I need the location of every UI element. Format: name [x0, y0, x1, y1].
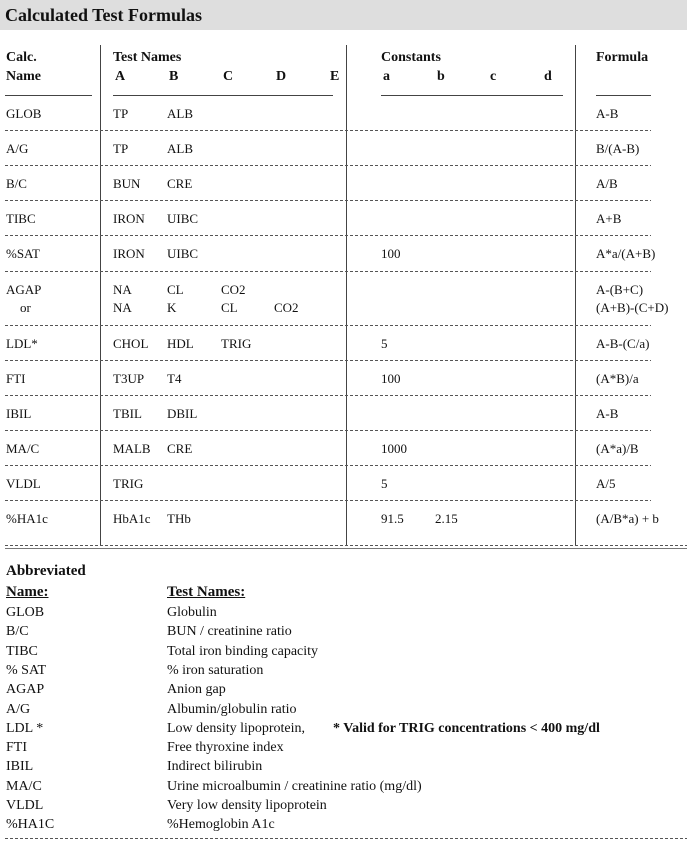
test-name: MALB	[113, 441, 151, 456]
abbr-code: %HA1C	[6, 817, 55, 833]
abbr-description: Low density lipoprotein,	[167, 720, 306, 736]
constant-value: 91.5	[381, 511, 404, 526]
row-separator	[5, 395, 651, 396]
constant-value: 100	[381, 371, 401, 386]
calc-name: %HA1c	[6, 511, 48, 526]
test-name: NA	[113, 300, 132, 315]
test-name: IRON	[113, 211, 145, 226]
test-name: TP	[113, 106, 129, 121]
row-separator	[5, 235, 651, 236]
abbr-description: Albumin/globulin ratio	[167, 701, 297, 717]
constants-header: Constants	[381, 50, 441, 65]
calc-name: GLOB	[6, 106, 42, 121]
row-separator	[5, 271, 651, 272]
calc-name: MA/C	[6, 441, 40, 456]
abbr-description: Total iron binding capacity	[167, 643, 319, 659]
test-name: TP	[113, 141, 129, 156]
row-separator	[5, 165, 651, 166]
test-name: CRE	[167, 441, 193, 456]
test-name: TRIG	[113, 476, 144, 491]
constant-value: 1000	[381, 441, 407, 456]
row-separator	[5, 360, 651, 361]
column-divider	[100, 45, 101, 545]
header-rule	[381, 95, 563, 96]
constant-col-header: b	[437, 69, 445, 84]
abbr-description: % iron saturation	[167, 662, 264, 678]
test-name: K	[167, 300, 177, 315]
abbreviations-heading: Abbreviated	[6, 563, 86, 579]
test-name: CRE	[167, 176, 193, 191]
test-name: IRON	[113, 246, 145, 261]
formula: (A*a)/B	[596, 441, 639, 456]
calc-name-header-line2: Name	[6, 69, 41, 84]
header-rule	[5, 95, 92, 96]
page-title: Calculated Test Formulas	[5, 5, 203, 25]
test-col-header: D	[276, 69, 287, 84]
formula-alt: (A+B)-(C+D)	[596, 300, 669, 315]
row-separator	[5, 545, 687, 546]
calc-name: A/G	[6, 141, 29, 156]
abbr-code: LDL *	[6, 720, 44, 736]
abbr-code: FTI	[6, 740, 27, 756]
column-divider	[346, 45, 347, 545]
formula: A+B	[596, 211, 622, 226]
abbr-description: Anion gap	[167, 682, 226, 698]
test-name: CL	[221, 300, 238, 315]
test-name: CL	[167, 282, 184, 297]
formula: (A*B)/a	[596, 371, 639, 386]
calc-name-alt: or	[20, 300, 31, 315]
test-names-header: Test Names	[113, 50, 182, 65]
calc-name: FTI	[6, 371, 26, 386]
abbr-code: % SAT	[6, 662, 47, 678]
test-name: ALB	[167, 106, 193, 121]
header-rule	[113, 95, 333, 96]
test-name: BUN	[113, 176, 141, 191]
abbr-description: Indirect bilirubin	[167, 759, 263, 775]
row-separator	[5, 325, 651, 326]
constant-col-header: c	[490, 69, 497, 84]
test-name: UIBC	[167, 211, 199, 226]
abbr-code: A/G	[6, 701, 31, 717]
formula: A-(B+C)	[596, 282, 644, 297]
test-name: HbA1c	[113, 511, 151, 526]
abbr-description: BUN / creatinine ratio	[167, 624, 292, 640]
column-divider	[575, 45, 576, 545]
test-name: HDL	[167, 336, 194, 351]
abbr-code: GLOB	[6, 605, 45, 620]
calc-name-header: Calc.	[6, 50, 37, 65]
calc-name: LDL*	[6, 336, 38, 351]
constant-value: 5	[381, 336, 388, 351]
abbr-description: Globulin	[167, 605, 217, 620]
abbr-description: Free thyroxine index	[167, 740, 284, 756]
test-name: TRIG	[221, 336, 252, 351]
test-col-header: A	[115, 69, 126, 84]
test-name: T3UP	[113, 371, 145, 386]
test-name: NA	[113, 282, 132, 297]
constant-value: 2.15	[435, 511, 458, 526]
formula: A/5	[596, 476, 616, 491]
calc-name: B/C	[6, 176, 27, 191]
test-name: DBIL	[167, 406, 198, 421]
constant-value: 100	[381, 246, 401, 261]
section-rule	[5, 548, 687, 549]
abbr-code: TIBC	[6, 643, 38, 659]
test-col-header: B	[169, 69, 179, 84]
formula-header: Formula	[596, 50, 649, 65]
formula: A-B	[596, 106, 619, 121]
row-separator	[5, 500, 651, 501]
calc-name: IBIL	[6, 406, 32, 421]
abbr-description: %Hemoglobin A1c	[167, 817, 275, 833]
formula: B/(A-B)	[596, 141, 640, 156]
header-rule	[596, 95, 651, 96]
title-bar	[0, 0, 687, 30]
row-separator	[5, 200, 651, 201]
abbr-test-names-header: Test Names:	[167, 584, 246, 600]
bottom-rule	[5, 838, 687, 839]
abbr-code: AGAP	[6, 682, 45, 698]
calc-name: %SAT	[6, 246, 40, 261]
test-name: THb	[167, 511, 191, 526]
test-name: CHOL	[113, 336, 149, 351]
abbr-note: * Valid for TRIG concentrations < 400 mg/dl	[333, 720, 600, 736]
test-name: UIBC	[167, 246, 199, 261]
formula: A/B	[596, 176, 618, 191]
test-col-header: C	[223, 69, 234, 84]
calc-name: TIBC	[6, 211, 36, 226]
formula: A*a/(A+B)	[596, 246, 656, 261]
constant-value: 5	[381, 476, 388, 491]
test-name: TBIL	[113, 406, 142, 421]
test-name: CO2	[221, 282, 246, 297]
formula: A-B-(C/a)	[596, 336, 650, 351]
abbr-code: IBIL	[6, 759, 34, 775]
test-col-header: E	[330, 69, 340, 84]
abbr-description: Very low density lipoprotein	[167, 798, 327, 813]
row-separator	[5, 430, 651, 431]
abbr-code: VLDL	[6, 798, 44, 813]
test-name: CO2	[274, 300, 299, 315]
formula: A-B	[596, 406, 619, 421]
row-separator	[5, 465, 651, 466]
formula: (A/B*a) + b	[596, 511, 659, 526]
abbr-name-header: Name:	[6, 584, 49, 600]
calc-name: AGAP	[6, 282, 42, 297]
test-name: T4	[167, 371, 182, 386]
constant-col-header: d	[544, 69, 552, 84]
row-separator	[5, 130, 651, 131]
abbr-description: Urine microalbumin / creatinine ratio (mg/dl)	[167, 778, 422, 794]
constant-col-header: a	[383, 69, 390, 84]
calc-name: VLDL	[6, 476, 41, 491]
test-name: ALB	[167, 141, 193, 156]
abbr-code: MA/C	[6, 778, 42, 794]
abbr-code: B/C	[6, 624, 29, 640]
